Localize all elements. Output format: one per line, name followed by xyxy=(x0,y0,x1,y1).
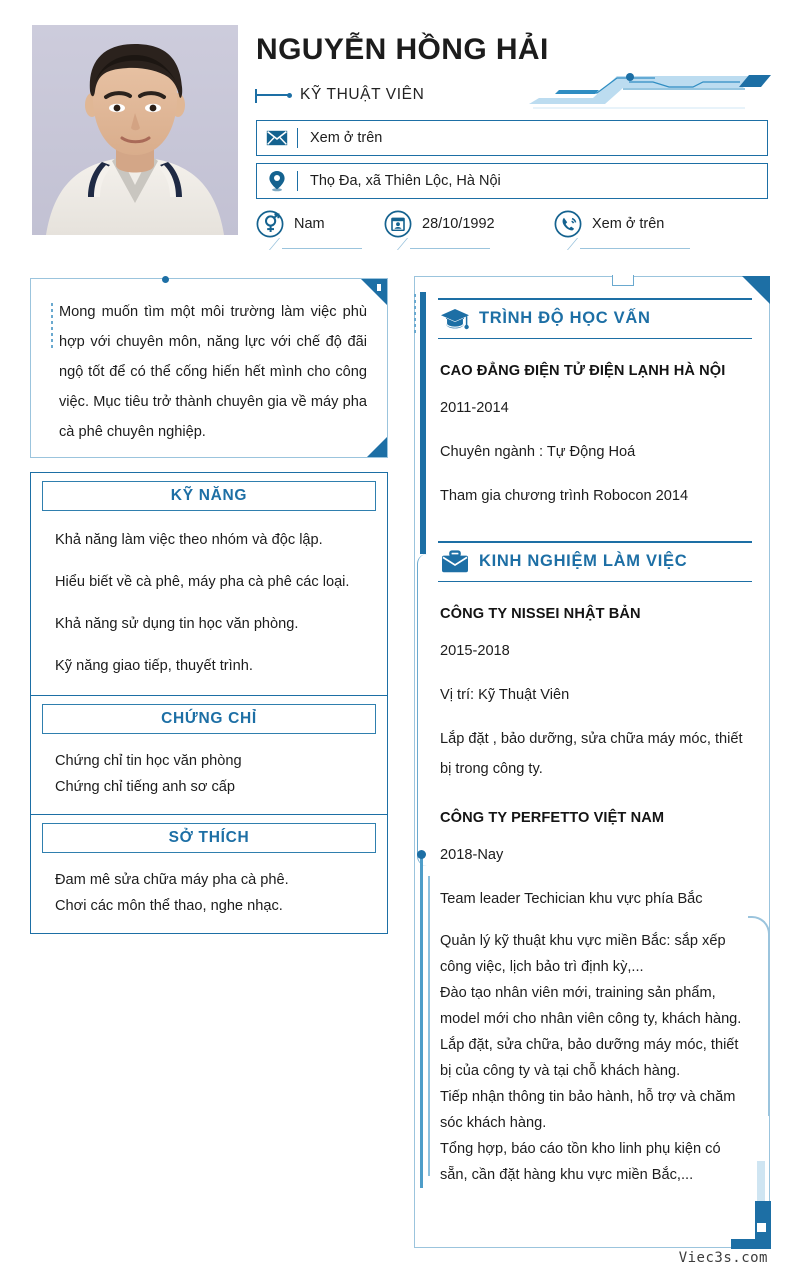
education-activity: Tham gia chương trình Robocon 2014 xyxy=(440,488,689,504)
education-section-header xyxy=(438,298,752,339)
experience-company: CÔNG TY PERFETTO VIỆT NAM xyxy=(440,810,665,826)
page-title: NGUYỄN HỒNG HẢI xyxy=(256,33,549,66)
certificates-title-box xyxy=(42,704,376,734)
corner-triangle-icon xyxy=(367,437,387,457)
corner-dot-icon xyxy=(377,284,381,291)
education-period: 2011-2014 xyxy=(440,400,509,416)
detail-birthday[interactable] xyxy=(384,208,495,240)
experience-period: 2018-Nay xyxy=(440,847,504,863)
contact-address-value: Thọ Đa, xã Thiên Lộc, Hà Nội xyxy=(310,173,501,189)
experience-section-header xyxy=(438,541,752,582)
hobbies-card xyxy=(30,814,388,934)
list-item: Lắp đặt, sửa chữa, bảo dưỡng máy móc, thiết bị của công ty và tại chỗ khách hàng. xyxy=(440,1037,739,1079)
briefcase-icon xyxy=(440,550,470,574)
phone-icon xyxy=(554,210,582,238)
role-dash-icon xyxy=(256,94,290,96)
experience-description: Lắp đặt , bảo dưỡng, sửa chữa máy móc, thiết bị trong công ty. xyxy=(440,731,743,777)
experience-position: Team leader Techician khu vực phía Bắc xyxy=(440,891,703,907)
list-item: Khả năng sử dụng tin học văn phòng. xyxy=(55,616,299,632)
left-accent-bar xyxy=(420,858,423,1188)
detail-gender[interactable] xyxy=(256,208,325,240)
detail-underline xyxy=(580,248,690,249)
notch-dot-icon xyxy=(162,276,169,283)
skills-card xyxy=(30,472,388,696)
left-accent-bar xyxy=(420,292,426,554)
portrait-photo-icon xyxy=(32,25,238,235)
gender-icon xyxy=(256,210,284,238)
skills-list xyxy=(31,511,387,695)
list-item: Đào tạo nhân viên mới, training sản phẩm, model mới cho nhân viên công ty, khách hàng. xyxy=(440,985,742,1027)
detail-birthday-value: 28/10/1992 xyxy=(422,216,495,232)
job-title: KỸ THUẬT VIÊN xyxy=(300,86,425,103)
education-major: Chuyên ngành : Tự Động Hoá xyxy=(440,444,636,460)
skills-title-box xyxy=(42,481,376,511)
contact-address-row[interactable] xyxy=(256,163,768,199)
contact-email-row[interactable] xyxy=(256,120,768,156)
list-item: Chứng chỉ tin học văn phòng xyxy=(55,753,242,769)
hobbies-title-box xyxy=(42,823,376,853)
education-school: CAO ĐẲNG ĐIỆN TỬ ĐIỆN LẠNH HÀ NỘI xyxy=(440,363,726,379)
header-decoration-icon xyxy=(525,62,775,112)
list-item: Quản lý kỹ thuật khu vực miền Bắc: sắp xếp công việc, lịch bảo trì định kỳ,... xyxy=(440,933,726,975)
right-column xyxy=(414,276,770,1248)
experience-duty-list xyxy=(440,928,752,1188)
list-item: Tổng hợp, báo cáo tồn kho linh phụ kiện có sẵn, cần đặt hàng khu vực miền Bắc,... xyxy=(440,1141,721,1183)
list-item: Hiểu biết về cà phê, máy pha cà phê các loại. xyxy=(55,574,350,590)
detail-phone-value: Xem ở trên xyxy=(592,216,665,232)
list-item: Tiếp nhận thông tin bảo hành, hỗ trợ và chăm sóc khách hàng. xyxy=(440,1089,736,1131)
experience-title: KINH NGHIỆM LÀM VIỆC xyxy=(479,552,688,570)
experience-entry xyxy=(438,810,752,1188)
divider xyxy=(438,581,752,583)
bullet-dot-icon xyxy=(417,850,426,859)
location-pin-icon xyxy=(257,170,297,192)
detail-phone[interactable] xyxy=(554,208,664,240)
cv-header xyxy=(0,0,800,262)
experience-period: 2015-2018 xyxy=(440,643,510,659)
certificates-list xyxy=(31,734,387,814)
contact-details-row xyxy=(256,208,768,256)
education-entry xyxy=(438,363,752,511)
experience-company: CÔNG TY NISSEI NHẬT BẢN xyxy=(440,606,641,622)
right-content xyxy=(438,276,752,1188)
left-column xyxy=(30,278,388,934)
graduation-cap-icon xyxy=(440,307,470,331)
list-item: Khả năng làm việc theo nhóm và độc lập. xyxy=(55,532,323,548)
education-title: TRÌNH ĐỘ HỌC VẤN xyxy=(479,309,651,327)
list-item: Đam mê sửa chữa máy pha cà phê. xyxy=(55,872,289,888)
skills-title: KỸ NĂNG xyxy=(170,487,248,504)
career-objective-text: Mong muốn tìm một môi trường làm việc phù hợp với chuyên môn, năng lực với chế độ đãi ngộ tốt để có thể cống hiến hết mình cho công việc. Mục tiêu trở thành chuyên gia về máy pha cà phê chuyên nghiệp. xyxy=(59,304,367,440)
detail-gender-value: Nam xyxy=(294,216,325,232)
certificates-card xyxy=(30,695,388,815)
career-objective-card xyxy=(30,278,388,458)
avatar xyxy=(32,25,238,235)
certificates-title: CHỨNG CHỈ xyxy=(161,710,257,727)
divider xyxy=(438,338,752,340)
hobbies-list xyxy=(31,853,387,933)
detail-underline xyxy=(410,248,490,249)
job-title-row xyxy=(256,82,424,108)
calendar-icon xyxy=(384,210,412,238)
list-item: Chơi các môn thể thao, nghe nhạc. xyxy=(55,898,283,914)
left-curve-accent xyxy=(417,554,427,866)
detail-underline xyxy=(282,248,362,249)
contact-email-value: Xem ở trên xyxy=(310,130,383,146)
experience-position: Vị trí: Kỹ Thuật Viên xyxy=(440,687,570,703)
dotted-accent xyxy=(414,294,416,334)
list-item: Chứng chỉ tiếng anh sơ cấp xyxy=(55,779,235,795)
dotted-accent xyxy=(51,303,53,351)
experience-entry xyxy=(438,606,752,784)
hobbies-title: SỞ THÍCH xyxy=(168,829,250,846)
left-accent-bar-thin xyxy=(428,876,430,1176)
list-item: Kỹ năng giao tiếp, thuyết trình. xyxy=(55,658,253,674)
envelope-icon xyxy=(257,130,297,146)
watermark: Viec3s.com xyxy=(678,1250,768,1266)
